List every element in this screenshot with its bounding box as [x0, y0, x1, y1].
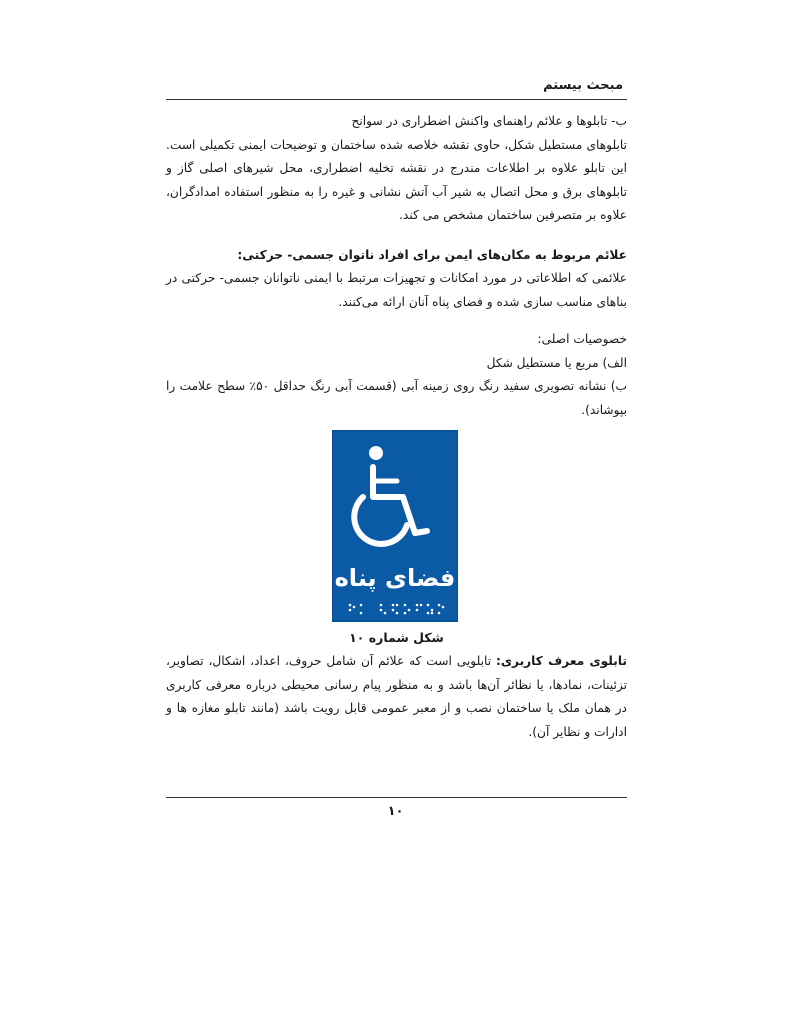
- features-title: خصوصیات اصلی:: [537, 332, 627, 346]
- accessible-heading: علائم مربوط به مکان‌های ایمن برای افراد ناتوان جسمی- حرکتی:: [237, 247, 627, 262]
- feature-a: الف) مربع یا مستطیل شکل: [486, 355, 627, 370]
- user-sign-paragraph: [166, 650, 627, 744]
- page-number: ۱۰: [387, 804, 404, 819]
- footer-divider: [166, 797, 627, 798]
- page-content: [166, 110, 627, 744]
- braille-dots: [349, 604, 445, 615]
- section-b-title: ب- تابلوها و علائم راهنمای واکنش اضطراری در سوانح: [351, 114, 627, 128]
- feature-b: ب) نشانه تصویری سفید رنگ روی زمینه آبی (قسمت آبی رنگ حداقل ۵۰٪ سطح علامت را بپوشاند).: [166, 379, 627, 417]
- section-b-paragraph: تابلوهای مستطیل شکل، حاوی نقشه خلاصه شده ساختمان و توضیحات ایمنی تکمیلی است. این تابلو علاوه بر اطلاعات مندرج در نقشه تخلیه اضطراری، محل شیرهای اصلی گاز و تابلوهای برق و محل اتصال به شیر آب آتش نشانی و غیره را به منظور استفاده امدادگران، علاوه بر متصرفین ساختمان مشخص می کند.: [166, 137, 627, 222]
- user-sign-lead: تابلوی معرف کاربری:: [495, 654, 627, 668]
- running-header-title: مبحث بیستم: [543, 78, 623, 93]
- sign-text: فضای پناه: [334, 564, 456, 592]
- header-divider: [166, 99, 627, 100]
- refuge-area-sign: [332, 430, 458, 622]
- figure-caption: شکل شماره ۱۰: [349, 630, 444, 645]
- figure-10: [166, 430, 627, 645]
- user-sign-text: تابلویی است که علائم آن شامل حروف، اعداد، اشکال، تصاویر، تزئینات، نمادها، یا نظائر آن‌ها باشد و به منظور پیام رسانی محیطی درباره معرفی کاربری در همان ملک یا ساختمان نصب و از معبر عمومی قابل رویت باشد (مانند تابلو مغازه ها و ادارات و نظایر آن).: [166, 654, 627, 739]
- accessible-paragraph: علائمی که اطلاعاتی در مورد امکانات و تجهیزات مرتبط با ایمنی ناتوانان جسمی- حرکتی در بناهای مناسب سازی شده و فضای پناه آنان ارائه می‌کنند.: [166, 271, 627, 309]
- wheelchair-icon: [354, 446, 427, 544]
